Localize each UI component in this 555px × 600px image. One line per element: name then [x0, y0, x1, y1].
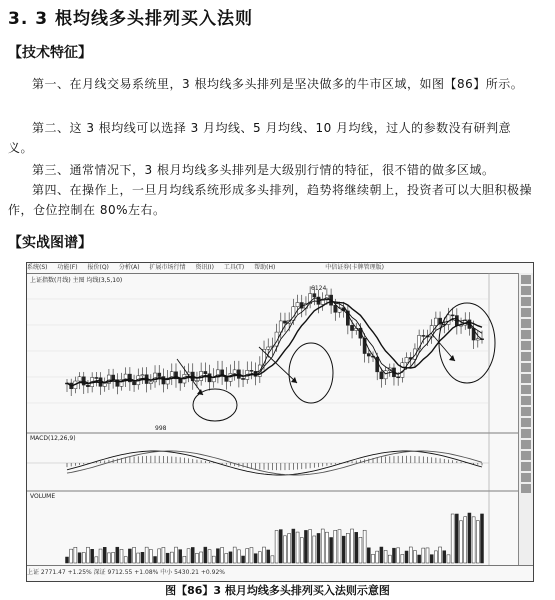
volume-bar — [170, 552, 173, 563]
volume-bar — [321, 529, 324, 563]
volume-bar — [271, 556, 274, 563]
volume-bar — [384, 550, 387, 563]
candle-body — [334, 305, 337, 312]
volume-bar — [451, 514, 454, 563]
volume-bar — [418, 555, 421, 563]
candle-body — [103, 383, 106, 386]
volume-bar — [275, 530, 278, 563]
volume-bar — [120, 549, 123, 563]
volume-bar — [233, 547, 236, 563]
volume-bar — [141, 552, 144, 563]
volume-bar — [338, 530, 341, 563]
volume-bar — [107, 553, 110, 563]
volume-bar — [279, 530, 282, 563]
volume-bar — [200, 552, 203, 563]
paragraph-3: 第三、通常情况下，3 根月均线多头排列是大级别行情的特征，很不错的做多区域。 — [32, 163, 495, 177]
volume-bar — [376, 551, 379, 563]
volume-bar — [221, 547, 224, 563]
candle-body — [405, 357, 408, 362]
toolbar-item[interactable]: 工具(T) — [223, 264, 245, 271]
volume-bar — [401, 554, 404, 563]
volume-bar — [82, 553, 85, 563]
candle-body — [350, 325, 353, 330]
status-bar: 上证 2771.47 +1.25% 深证 9712.55 +1.08% 中小 5430.21 +0.92% — [27, 565, 533, 581]
volume-bar — [133, 547, 136, 563]
volume-bar — [476, 521, 479, 563]
volume-bar — [304, 530, 307, 563]
volume-bar — [78, 553, 81, 563]
volume-bar — [472, 517, 475, 563]
volume-bar — [250, 548, 253, 563]
toolbar-item[interactable]: 帮助(H) — [254, 264, 276, 271]
candle-body — [95, 377, 98, 378]
volume-bar — [330, 537, 333, 563]
volume-bar — [187, 549, 190, 563]
volume-bar — [355, 532, 358, 563]
candle-body — [149, 382, 152, 384]
volume-bar — [443, 551, 446, 563]
paragraph-1: 第一、在月线交易系统里，3 根均线多头排列是坚决做多的牛市区域，如图【86】所示。 — [32, 77, 524, 91]
volume-bar — [242, 556, 245, 563]
volume-bar — [413, 551, 416, 563]
candle-body — [380, 372, 383, 379]
candle-body — [241, 378, 244, 379]
volume-bar — [439, 547, 442, 563]
volume-bar — [351, 529, 354, 563]
volume-bar — [317, 533, 320, 563]
paragraph-4: 第四、在操作上，一旦月均线系统形成多头排列，趋势将继续朝上，投资者可以大胆积极操作，仓位控制在 80%左右。 — [8, 183, 533, 217]
toolbar-item[interactable]: 系统(S) — [27, 264, 48, 271]
candle-body — [204, 371, 207, 373]
volume-bar — [145, 547, 148, 563]
chart-canvas — [27, 273, 519, 565]
volume-bar — [162, 547, 165, 563]
candle-body — [233, 370, 236, 374]
candle-body — [434, 318, 437, 325]
volume-bar — [195, 553, 198, 563]
volume-bar — [292, 529, 295, 563]
macd-pane — [27, 451, 489, 475]
volume-bar — [359, 537, 362, 563]
candle-body — [267, 347, 270, 349]
volume-bar — [263, 547, 266, 563]
volume-bar — [212, 556, 215, 563]
volume-bar — [296, 532, 299, 563]
candle-body — [476, 339, 479, 340]
volume-bar — [460, 521, 463, 563]
volume-bar — [128, 549, 131, 563]
volume-bar — [86, 547, 89, 563]
price-high-label: 6124 — [311, 285, 327, 292]
volume-bar — [204, 547, 207, 563]
volume-bar — [388, 555, 391, 563]
volume-bar — [208, 550, 211, 563]
volume-bar — [191, 547, 194, 563]
volume-bar — [154, 556, 157, 563]
right-toolbar[interactable] — [518, 273, 533, 565]
toolbar-item[interactable]: 分析(A) — [118, 264, 140, 271]
volume-bar — [392, 548, 395, 563]
candle-body — [86, 385, 89, 387]
volume-bar — [258, 552, 261, 563]
volume-bar — [137, 553, 140, 563]
volume-bar — [363, 530, 366, 563]
volume-bar — [183, 556, 186, 563]
volume-bar — [346, 533, 349, 563]
volume-bar — [103, 547, 106, 563]
arrow-head — [449, 355, 455, 361]
volume-bar — [158, 549, 161, 563]
volume-bar — [66, 557, 69, 563]
candle-body — [283, 321, 286, 323]
volume-bar — [283, 536, 286, 563]
volume-bar — [464, 517, 467, 563]
volume-bar — [405, 551, 408, 563]
price-pane-label: 上证指数(月线) 主图 均线(3,5,10) — [30, 277, 123, 284]
candle-body — [158, 373, 161, 376]
toolbar-item[interactable]: 报价(Q) — [87, 264, 109, 271]
section-header-tech: 【技术特征】 — [8, 45, 92, 61]
candle-body — [313, 294, 316, 297]
volume-bar — [149, 549, 152, 563]
volume-bar — [174, 547, 177, 563]
volume-bar — [246, 549, 249, 563]
volume-bar — [430, 555, 433, 563]
volume-bar — [409, 547, 412, 563]
volume-bar — [74, 547, 77, 563]
volume-bar — [380, 547, 383, 563]
volume-bar — [166, 553, 169, 563]
section-header-chart: 【实战图谱】 — [8, 235, 92, 251]
volume-bar — [124, 557, 127, 563]
candle-body — [132, 382, 135, 385]
volume-bar — [342, 536, 345, 563]
candle-body — [413, 349, 416, 359]
volume-bar — [288, 534, 291, 563]
volume-bar — [434, 551, 437, 563]
paragraph-2: 第二、这 3 根均线可以选择 3 月均线、5 月均线、10 月均线，过人的参数没有研判意义。 — [8, 121, 512, 155]
volume-bar — [367, 548, 370, 563]
window-title: 中信证券(卡牌管理版) — [325, 264, 384, 271]
volume-bar — [334, 530, 337, 563]
volume-bar — [372, 554, 375, 563]
volume-bar — [179, 550, 182, 563]
volume-bar — [70, 549, 73, 563]
volume-bar — [99, 549, 102, 563]
page-title: 3. 3 根均线多头排列买入法则 — [8, 9, 253, 29]
candle-body — [422, 335, 425, 336]
volume-bar — [229, 552, 232, 563]
volume-pane — [66, 513, 484, 563]
volume-bar — [447, 555, 450, 563]
price-low-label: 998 — [155, 425, 167, 432]
volume-pane-label: VOLUME — [30, 493, 56, 500]
macd-pane-label: MACD(12,26,9) — [30, 435, 76, 442]
price-grid — [27, 273, 519, 565]
volume-bar — [267, 550, 270, 563]
figure-caption: 图【86】3 根月均线多头排列买入法则示意图 — [165, 584, 390, 597]
volume-bar — [254, 554, 257, 563]
volume-bar — [95, 557, 98, 563]
toolbar-item[interactable]: 功能(F) — [57, 264, 78, 271]
candle-body — [296, 302, 299, 306]
volume-bar — [116, 547, 119, 563]
toolbar-item[interactable]: 扩展市场行情 — [149, 264, 186, 271]
volume-bar — [313, 536, 316, 563]
volume-bar — [309, 530, 312, 563]
candle-body — [451, 315, 454, 316]
volume-bar — [426, 548, 429, 563]
highlight-circle — [289, 343, 333, 403]
stock-chart-figure — [26, 262, 534, 582]
candle-body — [78, 377, 81, 381]
candle-body — [397, 377, 400, 378]
volume-bar — [422, 548, 425, 563]
volume-bar — [216, 549, 219, 563]
candle-body — [367, 354, 370, 357]
volume-bar — [397, 548, 400, 563]
volume-bar — [300, 538, 303, 563]
volume-bar — [481, 514, 484, 563]
volume-bar — [325, 532, 328, 563]
toolbar-item[interactable]: 资讯(I) — [195, 264, 214, 271]
volume-bar — [91, 549, 94, 563]
candle-body — [250, 370, 253, 371]
volume-bar — [468, 513, 471, 563]
volume-bar — [455, 514, 458, 563]
candle-body — [141, 375, 144, 376]
volume-bar — [112, 552, 115, 563]
volume-bar — [225, 554, 228, 563]
volume-bar — [237, 550, 240, 563]
candle-body — [195, 381, 198, 382]
highlight-circle — [439, 303, 495, 383]
